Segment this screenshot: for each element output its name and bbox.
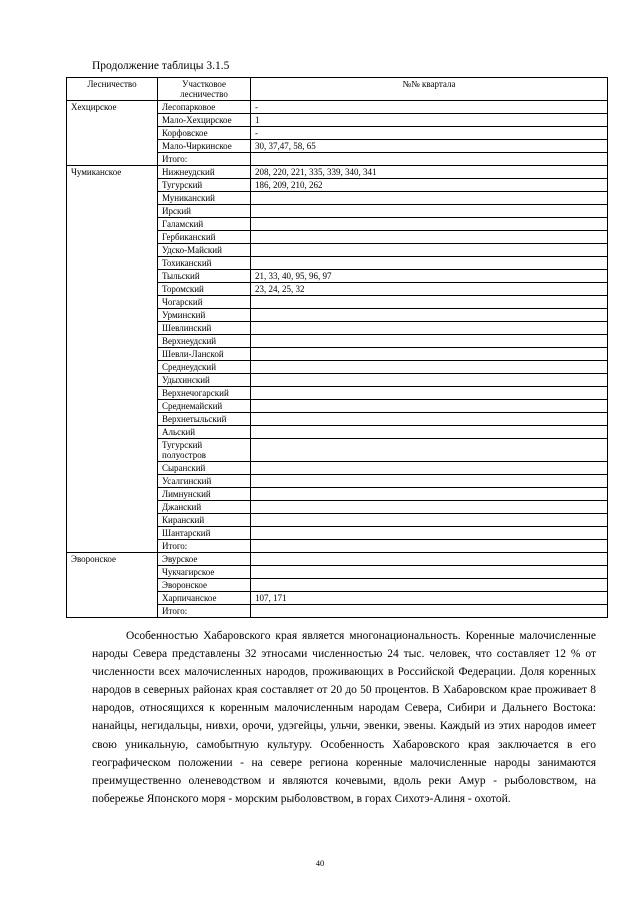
paragraph-text: Особенностью Хабаровского края является многонациональность. Коренные малочисленные народы Севера представлены 32 этносами численностью 24 тыс. человек, что составляет 12 % от численности всех малочисленных народов, проживающих в Российской Федерации. Доля коренных народов в северных районах края составляет от 20 до 50 процентов. В Хабаровском крае проживает 8 народов, относящихся к коренным малочисленным народам Севера, Сибири и Дальнего Востока: нанайцы, негидальцы, нивхи, орочи, удэгейцы, ульчи, эвенки, эвены. Каждый из этих народов имеет свою уникальную, самобытную культуру. Особенность Хабаровского края заключается в его географическом положении - на севере региона коренные малочисленные народы занимаются преимущественно оленеводством и являются кочевыми, вдоль реки Амур - рыболовством, на побережье Японского моря - морским рыболовством, в горах Сихотэ-Алиня - охотой. xyxy=(92,630,596,805)
quarters-cell xyxy=(251,462,608,475)
district-cell: Мало-Чиркинское xyxy=(158,140,251,153)
district-cell: Усалгинский xyxy=(158,475,251,488)
quarters-cell xyxy=(251,257,608,270)
forestry-name-cell: Хехцирское xyxy=(67,101,158,166)
quarters-cell xyxy=(251,540,608,553)
header-forestry: Лесничество xyxy=(67,78,158,101)
quarters-cell: 186, 209, 210, 262 xyxy=(251,179,608,192)
quarters-cell xyxy=(251,426,608,439)
quarters-cell: 21, 33, 40, 95, 96, 97 xyxy=(251,270,608,283)
quarters-cell xyxy=(251,527,608,540)
district-cell: Чукчагирское xyxy=(158,566,251,579)
table-row xyxy=(67,166,608,179)
table-row xyxy=(67,553,608,566)
district-cell: Итого: xyxy=(158,605,251,618)
district-cell: Итого: xyxy=(158,540,251,553)
quarters-cell xyxy=(251,475,608,488)
district-cell: Шевли-Ланской xyxy=(158,348,251,361)
quarters-cell xyxy=(251,218,608,231)
quarters-cell xyxy=(251,231,608,244)
quarters-cell xyxy=(251,361,608,374)
table-row xyxy=(67,101,608,114)
district-cell: Тохиканский xyxy=(158,257,251,270)
district-cell: Лимнунский xyxy=(158,488,251,501)
quarters-cell xyxy=(251,400,608,413)
district-cell: Шевлинский xyxy=(158,322,251,335)
district-cell: Верхнеудский xyxy=(158,335,251,348)
district-cell: Тугурский xyxy=(158,179,251,192)
district-cell: Урминский xyxy=(158,309,251,322)
district-cell: Среднеудский xyxy=(158,361,251,374)
district-cell: Эворонское xyxy=(158,579,251,592)
district-cell: Эвурское xyxy=(158,553,251,566)
district-cell: Джанский xyxy=(158,501,251,514)
quarters-cell xyxy=(251,514,608,527)
district-cell: Тыльский xyxy=(158,270,251,283)
district-cell: Муниканский xyxy=(158,192,251,205)
quarters-cell xyxy=(251,153,608,166)
quarters-cell xyxy=(251,374,608,387)
table-caption: Продолжение таблицы 3.1.5 xyxy=(92,60,230,72)
forestry-name-cell: Чумиканское xyxy=(67,166,158,553)
quarters-cell xyxy=(251,192,608,205)
district-cell: Гербиканский xyxy=(158,231,251,244)
quarters-cell xyxy=(251,387,608,400)
forestry-table xyxy=(66,77,608,618)
header-district: Участковое лесничество xyxy=(158,78,251,101)
quarters-cell xyxy=(251,488,608,501)
district-cell: Чогарский xyxy=(158,296,251,309)
quarters-cell xyxy=(251,553,608,566)
district-cell: Верхнечогарский xyxy=(158,387,251,400)
quarters-cell xyxy=(251,205,608,218)
quarters-cell: 107, 171 xyxy=(251,592,608,605)
district-cell: Удско-Майский xyxy=(158,244,251,257)
table-header-row xyxy=(67,78,608,101)
header-quarters: №№ квартала xyxy=(251,78,608,101)
district-cell: Шантарский xyxy=(158,527,251,540)
quarters-cell xyxy=(251,579,608,592)
district-cell: Киранский xyxy=(158,514,251,527)
quarters-cell xyxy=(251,439,608,462)
quarters-cell: - xyxy=(251,127,608,140)
district-cell: Альский xyxy=(158,426,251,439)
district-cell: Нижнеудский xyxy=(158,166,251,179)
quarters-cell xyxy=(251,605,608,618)
district-cell: Среднемайский xyxy=(158,400,251,413)
quarters-cell: - xyxy=(251,101,608,114)
quarters-cell xyxy=(251,335,608,348)
quarters-cell: 23, 24, 25, 32 xyxy=(251,283,608,296)
quarters-cell xyxy=(251,296,608,309)
district-cell: Харпичанское xyxy=(158,592,251,605)
district-cell: Лесопарковое xyxy=(158,101,251,114)
quarters-cell xyxy=(251,244,608,257)
table-body xyxy=(67,101,608,618)
district-cell: Ирский xyxy=(158,205,251,218)
district-cell: Сыранский xyxy=(158,462,251,475)
quarters-cell xyxy=(251,413,608,426)
forestry-name-cell: Эворонское xyxy=(67,553,158,618)
quarters-cell xyxy=(251,348,608,361)
district-cell: Итого: xyxy=(158,153,251,166)
quarters-cell: 208, 220, 221, 335, 339, 340, 341 xyxy=(251,166,608,179)
quarters-cell xyxy=(251,322,608,335)
district-cell: Торомский xyxy=(158,283,251,296)
body-paragraph xyxy=(92,627,596,808)
district-cell: Мало-Хехцирское xyxy=(158,114,251,127)
quarters-cell: 1 xyxy=(251,114,608,127)
district-cell: Удыхинский xyxy=(158,374,251,387)
quarters-cell xyxy=(251,309,608,322)
district-cell: Галамский xyxy=(158,218,251,231)
district-cell: Верхнетыльский xyxy=(158,413,251,426)
district-cell: Корфовское xyxy=(158,127,251,140)
quarters-cell xyxy=(251,566,608,579)
page-number: 40 xyxy=(315,858,325,868)
district-cell: Тугурский полуостров xyxy=(158,439,251,462)
quarters-cell xyxy=(251,501,608,514)
quarters-cell: 30, 37,47, 58, 65 xyxy=(251,140,608,153)
